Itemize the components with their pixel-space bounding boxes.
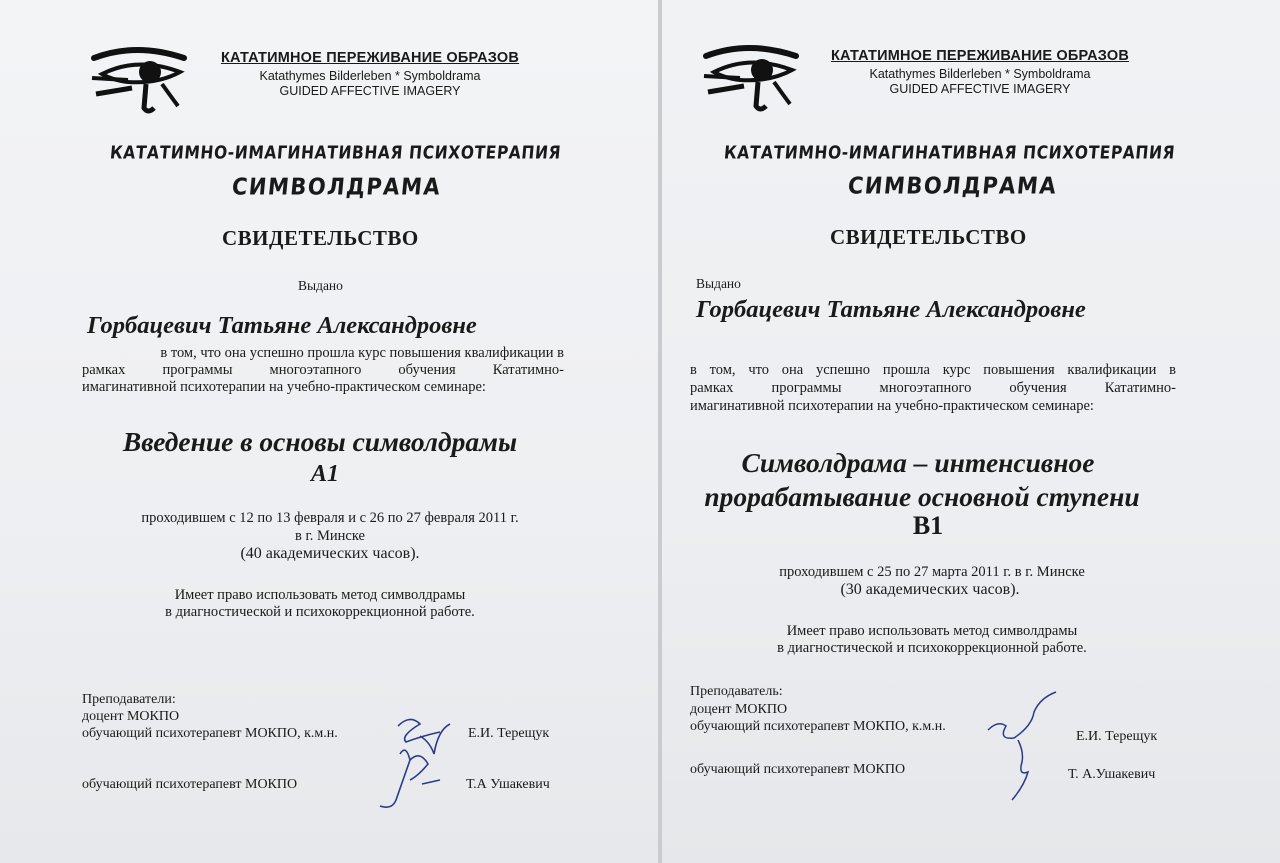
rights-line-1: Имеет право использовать метод символдрамы [174,587,466,603]
seminar-dates: проходившем с 12 по 13 февраля и с 26 по 27 февраля 2011 г. [141,510,519,526]
document-title: СВИДЕТЕЛЬСТВО [222,226,419,250]
script-symboldrama: СИМВОЛДРАМА [230,173,443,201]
teacher1-role-b: обучающий психотерапевт МОКПО, к.м.н. [82,726,338,741]
signature-teacher2 [370,740,460,820]
body-line-3: имагинативной психотерапии на учебно-практическом семинаре: [82,379,486,395]
script-symboldrama: СИМВОЛДРАМА [846,172,1059,200]
certificate-b1 [662,0,1280,863]
issued-label: Выдано [696,276,741,291]
body-line-2: рамках программы многоэтапного обучения Кататимно- [82,362,564,378]
course-title-line-1: Символдрама – интенсивное [741,447,1095,478]
teacher1-role-a: доцент МОКПО [690,702,788,717]
document-title: СВИДЕТЕЛЬСТВО [830,225,1027,249]
seminar-dates: проходившем с 25 по 27 марта 2011 г. в г. Минске [779,564,1085,580]
org-title: КАТАТИМНОЕ ПЕРЕЖИВАНИЕ ОБРАЗОВ [220,50,520,66]
teacher1-name: Е.И. Терещук [468,726,550,741]
body-line-2: рамках программы многоэтапного обучения Кататимно- [690,380,1176,396]
rights-line-2: в диагностической и психокоррекционной работе. [777,640,1087,656]
org-english: GUIDED AFFECTIVE IMAGERY [889,82,1071,96]
course-title: Введение в основы символдрамы [122,426,518,457]
teacher2-name: Т. А.Ушакевич [1068,767,1156,782]
org-subtitle: Katathymes Bilderleben * Symboldrama [259,69,481,83]
rights-line-1: Имеет право использовать метод символдрамы [786,623,1078,639]
rights-line-2: в диагностической и психокоррекционной работе. [165,604,475,620]
seminar-city: в г. Минске [294,528,365,544]
teacher2-name: Т.А Ушакевич [466,777,550,792]
eye-of-horus-icon [88,44,192,116]
teacher1-role-a: доцент МОКПО [82,709,180,724]
teachers-label: Преподаватель: [690,684,783,699]
org-subtitle: Katathymes Bilderleben * Symboldrama [869,67,1091,81]
teacher1-role-b: обучающий психотерапевт МОКПО, к.м.н. [690,719,946,734]
org-header [808,48,1152,96]
course-level: А1 [310,461,339,487]
teacher2-role: обучающий психотерапевт МОКПО [690,762,906,777]
issued-label: Выдано [298,278,343,293]
body-line-1: в том, что она успешно прошла курс повышения квалификации в [690,362,1176,378]
body-line-1: в том, что она успешно прошла курс повышения квалификации в [160,345,564,361]
eye-of-horus-icon [700,42,804,114]
academic-hours: (30 академических часов). [840,581,1020,598]
script-heading: КАТАТИМНО-ИМАГИНАТИВНАЯ ПСИХОТЕРАПИЯ [723,142,1177,164]
recipient-name: Горбацевич Татьяне Александровне [87,312,477,339]
script-heading: КАТАТИМНО-ИМАГИНАТИВНАЯ ПСИХОТЕРАПИЯ [109,142,563,164]
teachers-label: Преподаватели: [82,692,176,707]
teacher1-name: Е.И. Терещук [1076,729,1158,744]
org-english: GUIDED AFFECTIVE IMAGERY [279,84,461,98]
org-title: КАТАТИМНОЕ ПЕРЕЖИВАНИЕ ОБРАЗОВ [830,48,1130,64]
academic-hours: (40 академических часов). [240,545,420,562]
course-title-line-2: прорабатывание основной ступени [704,481,1140,512]
teacher2-role: обучающий психотерапевт МОКПО [82,777,298,792]
recipient-name: Горбацевич Татьяне Александровне [696,296,1086,323]
course-level: В1 [912,511,944,540]
org-header [190,50,550,98]
body-line-3: имагинативной психотерапии на учебно-практическом семинаре: [690,398,1094,414]
signature-teacher1 [984,690,1084,800]
